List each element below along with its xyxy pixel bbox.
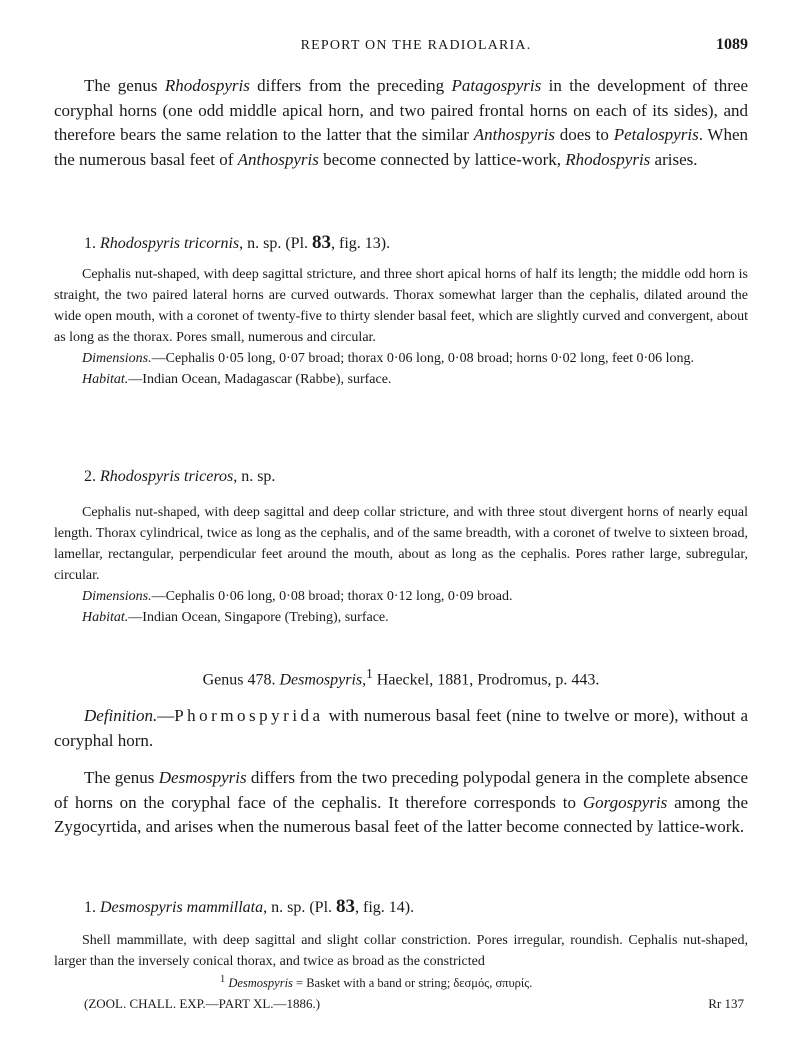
intro-paragraph <box>54 74 748 172</box>
species-1-heading <box>54 232 748 254</box>
species-suffix: , n. sp. (Pl. <box>239 235 313 252</box>
text: among the Zygocyrtida, and arises when the numerous basal feet of the latter become connected by lattice-work. <box>54 792 749 836</box>
plate-number: 83 <box>312 232 332 253</box>
species-habitat <box>54 369 748 390</box>
species-3-body <box>54 930 748 972</box>
species-suffix: , n. sp. <box>233 468 276 485</box>
species-name: Desmospyris mammillata <box>100 899 264 916</box>
text: differs from the two preceding polypodal genera in the complete absence of horns on the coryphal face of the cephalis. It therefore corresponds to <box>54 768 748 812</box>
definition-label: Definition. <box>84 706 158 725</box>
text: differs from the preceding <box>249 76 452 95</box>
habitat-text: —Indian Ocean, Madagascar (Rabbe), surface. <box>128 372 392 387</box>
page-number: 1089 <box>716 36 748 53</box>
footnote <box>220 974 532 991</box>
species-2-heading <box>54 468 748 486</box>
genus-number: Genus 478. <box>202 671 280 689</box>
dimensions-text: —Cephalis 0·05 long, 0·07 broad; thorax 0·06 long, 0·08 broad; horns 0·02 long, feet 0·06 long. <box>151 351 695 366</box>
species-suffix: , n. sp. (Pl. <box>263 899 337 916</box>
genus-name: Patagospyris <box>451 76 542 95</box>
text: in the development of three coryphal horns (one odd middle apical horn, and two paired frontal horns on each of its sides), and therefore bears the same relation to the latter that the similar <box>54 76 748 144</box>
footnote-marker: 1 <box>366 666 373 681</box>
species-1-body <box>54 264 748 390</box>
footnote-term: Desmospyris <box>228 976 293 991</box>
species-description: Shell mammillate, with deep sagittal and slight collar constriction. Pores irregular, roundish. Cephalis nut-shaped, larger than the inversely conical thorax, and twice as broad as the constricted <box>54 933 748 969</box>
figure-ref: , fig. 14). <box>355 899 415 916</box>
text: become connected by lattice-work, <box>318 149 566 169</box>
genus-definition <box>54 704 748 753</box>
species-number: 1. <box>84 899 96 916</box>
habitat-text: —Indian Ocean, Singapore (Trebing), surface. <box>128 610 389 625</box>
species-dimensions <box>54 348 748 369</box>
species-3-heading <box>54 896 748 918</box>
species-description: Cephalis nut-shaped, with deep sagittal and deep collar stricture, and with three stout divergent horns of nearly equal length. Thorax cylindrical, twice as long as the cephalis, and of the same breadth, with a coronet of twelve to sixteen broad, lamellar, rectangular, perpendicular feet around the mouth, about as long as the cephalis. Pores rather large, subregular, circular. <box>54 505 748 583</box>
figure-ref: , fig. 13). <box>331 235 391 252</box>
genus-name: Anthospyris <box>237 149 319 169</box>
species-name: Rhodospyris tricornis <box>100 235 240 252</box>
species-dimensions <box>54 586 748 607</box>
genus-paragraph <box>54 766 748 840</box>
dimensions-label: Dimensions. <box>82 351 152 366</box>
signature-mark: Rr 137 <box>708 996 744 1011</box>
habitat-label: Habitat. <box>82 372 129 387</box>
group-name: Phormospyrida <box>174 706 324 725</box>
species-number: 2. <box>84 468 96 485</box>
species-name: Rhodospyris triceros <box>100 468 234 485</box>
species-habitat <box>54 607 748 628</box>
text: arises. <box>650 149 698 169</box>
text: The genus <box>84 76 165 95</box>
definition-text: with numerous basal feet (nine to twelve or more), without a coryphal horn. <box>54 706 748 750</box>
species-number: 1. <box>84 235 96 252</box>
genus-name: Desmospyris <box>158 768 247 787</box>
habitat-label: Habitat. <box>82 610 129 625</box>
running-title: REPORT ON THE RADIOLARIA. <box>300 38 532 53</box>
genus-authority: Haeckel, 1881, Prodromus, p. 443. <box>372 671 600 689</box>
genus-name: Desmospyris, <box>279 671 367 689</box>
genus-heading <box>54 666 748 689</box>
genus-name: Gorgospyris <box>582 792 668 812</box>
text: does to <box>554 125 614 144</box>
genus-name: Rhodospyris <box>164 76 250 95</box>
footnote-text: = Basket with a band or string; δεσμός, σπυρίς. <box>292 976 533 991</box>
text: The genus <box>84 768 159 787</box>
genus-name: Rhodospyris <box>565 149 651 169</box>
dimensions-text: —Cephalis 0·06 long, 0·08 broad; thorax 0·12 long, 0·09 broad. <box>151 589 513 604</box>
text: — <box>157 706 175 725</box>
publication-info: (ZOOL. CHALL. EXP.—PART XL.—1886.) <box>84 996 321 1011</box>
dimensions-label: Dimensions. <box>82 589 152 604</box>
text: . When the numerous basal feet of <box>54 125 748 169</box>
species-description: Cephalis nut-shaped, with deep sagittal stricture, and three short apical horns of half its length; the middle odd horn is straight, the two paired lateral horns are curved outwards. Thorax somewhat larger than the cephalis, dilated around the wide open mouth, with a coronet of twenty-five to thirty slender basal feet, which are slightly curved and convergent, about as long as the thorax. Pores small, numerous and circular. <box>54 267 748 345</box>
genus-name: Anthospyris <box>473 125 555 144</box>
footnote-marker: 1 <box>220 974 226 985</box>
plate-number: 83 <box>336 896 356 917</box>
species-2-body <box>54 502 748 628</box>
genus-name: Petalospyris <box>613 125 699 144</box>
page-header <box>84 36 748 58</box>
